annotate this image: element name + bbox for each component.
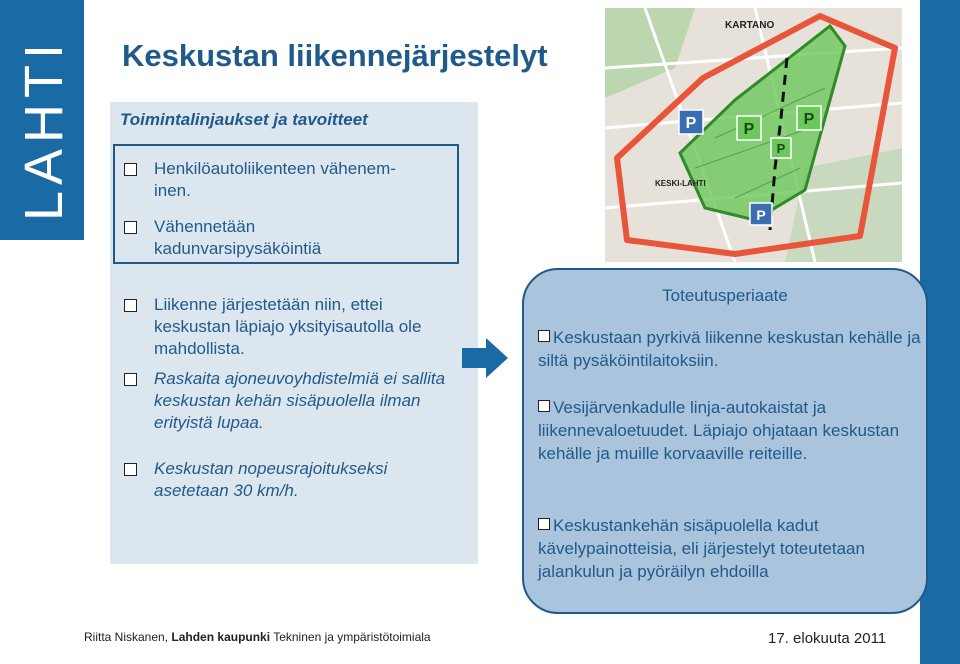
slide-title: Keskustan liikennejärjestelyt [122, 38, 548, 73]
parking-icon [737, 116, 761, 140]
goal-item: Vähennetään kadunvarsipysäköintiä [124, 216, 424, 260]
footer [84, 630, 431, 644]
checkbox-bullet-icon [124, 299, 137, 312]
list-item: Vesijärvenkadulle linja-autokaistat ja liikennevaloetuudet. Läpiajo ohjataan keskustan kehälle ja muille korvaaville reiteille. [538, 398, 900, 463]
lahti-logo: LAHTI [14, 37, 74, 221]
footer-dept: Tekninen ja ympäristötoimiala [273, 630, 431, 644]
svg-text:P: P [743, 121, 755, 138]
checkbox-bullet-icon [124, 163, 137, 176]
logo-band [0, 0, 84, 240]
goal-item: Henkilöautoliikenteen väheneminen. [124, 158, 424, 202]
parking-icon [771, 138, 791, 158]
checkbox-bullet-icon [538, 330, 550, 342]
footer-author: Riitta Niskanen, [84, 630, 169, 644]
svg-text:P: P [685, 115, 697, 132]
parking-icon [750, 203, 772, 225]
svg-text:P: P [756, 207, 766, 223]
list-item: Raskaita ajoneuvoyhdistelmiä ei sallita keskustan kehän sisäpuolella ilman erityistä lupaa. [124, 368, 454, 434]
checkbox-bullet-icon [124, 221, 137, 234]
right-arrow-icon [462, 338, 508, 378]
list-item: Keskustan nopeusrajoitukseksi asetetaan 30 km/h. [124, 458, 444, 502]
list-item: Keskustaan pyrkivä liikenne keskustan kehälle ja siltä pysäköintilaitoksiin. [538, 328, 921, 370]
footer-org: Lahden kaupunki [171, 630, 271, 644]
checkbox-bullet-icon [538, 400, 550, 412]
checkbox-bullet-icon [124, 373, 137, 386]
svg-text:P: P [776, 141, 786, 156]
map-label-kartano: KARTANO [725, 20, 775, 31]
implementation-title: Toteutusperiaate [662, 286, 788, 305]
goals-panel [110, 102, 478, 564]
svg-text:P: P [803, 111, 815, 128]
city-center-map [605, 8, 902, 262]
parking-icon [679, 110, 703, 134]
checkbox-bullet-icon [124, 463, 137, 476]
list-item: Keskustankehän sisäpuolella kadut kävelypainotteisia, eli järjestelyt toteutetaan jalankulun ja pyöräilyn ehdoilla [538, 516, 865, 581]
map-label-keski-lahti: KESKI-LAHTI [655, 179, 706, 188]
panel-heading: Toimintalinjaukset ja tavoitteet [120, 110, 368, 129]
footer-date: 17. elokuuta 2011 [768, 630, 887, 647]
list-item: Liikenne järjestetään niin, ettei keskustan läpiajo yksityisautolla ole mahdollista. [124, 294, 444, 360]
checkbox-bullet-icon [538, 518, 550, 530]
implementation-box [522, 268, 928, 614]
parking-icon [797, 106, 821, 130]
